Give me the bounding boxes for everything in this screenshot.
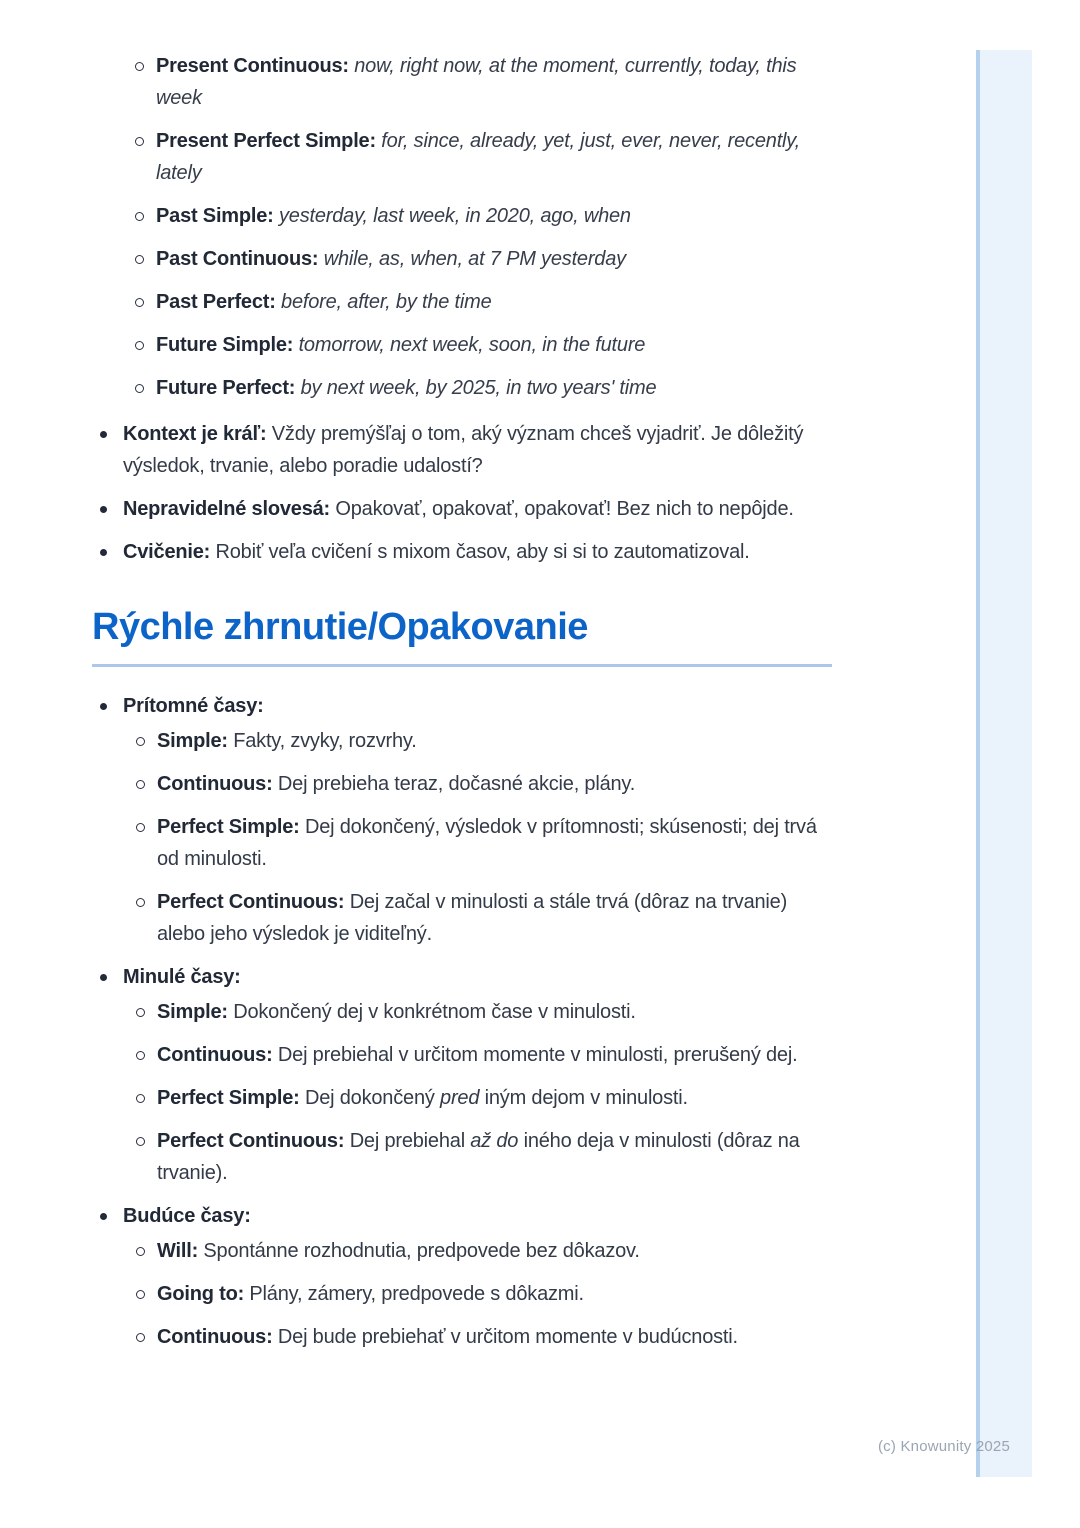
summary-group-children [123, 996, 832, 1189]
signal-word-item [92, 372, 832, 404]
summary-list [92, 690, 832, 1353]
circle-bullet [136, 1333, 145, 1342]
item-examples: yesterday, last week, in 2020, ago, when [279, 205, 631, 227]
item-label: Will: [157, 1240, 199, 1262]
text-segment: Dej začal v minulosti a stále trvá (dôraz na trvanie) alebo jeho výsledok je viditeľný. [157, 891, 788, 945]
circle-bullet [136, 898, 145, 907]
text-segment: pred [440, 1087, 480, 1109]
disc-bullet [100, 703, 107, 710]
item-label: Future Simple: [156, 334, 294, 356]
item-text [157, 996, 832, 1028]
item-text [157, 886, 832, 950]
item-text [157, 1039, 832, 1071]
circle-bullet [136, 1137, 145, 1146]
item-text [157, 1321, 832, 1353]
item-text [156, 50, 832, 114]
signal-word-item [92, 243, 832, 275]
group-content [123, 961, 832, 1189]
item-label: Past Perfect: [156, 291, 276, 313]
circle-bullet [135, 298, 144, 307]
summary-item [123, 1235, 832, 1267]
signal-word-item [92, 200, 832, 232]
summary-group [92, 690, 832, 950]
item-label: Continuous: [157, 1326, 273, 1348]
item-text [157, 1082, 832, 1114]
text-segment: Spontánne rozhodnutia, predpovede bez dôkazov. [203, 1240, 640, 1262]
item-text [156, 329, 832, 361]
circle-bullet [135, 255, 144, 264]
item-examples: now, right now, at the moment, currently, today, this week [156, 55, 797, 109]
circle-bullet [135, 62, 144, 71]
circle-bullet [136, 1247, 145, 1256]
text-segment: Plány, zámery, predpovede s dôkazmi. [249, 1283, 584, 1305]
summary-item [123, 768, 832, 800]
summary-item [123, 1082, 832, 1114]
circle-bullet [136, 1290, 145, 1299]
item-text [156, 243, 832, 275]
disc-bullet [100, 549, 107, 556]
summary-item [123, 1125, 832, 1189]
item-text [157, 1125, 832, 1189]
disc-bullet [100, 974, 107, 981]
signal-word-item [92, 329, 832, 361]
item-text [157, 1278, 832, 1310]
circle-bullet [136, 1094, 145, 1103]
summary-item [123, 996, 832, 1028]
group-label: Minulé časy: [123, 966, 241, 988]
circle-bullet [135, 137, 144, 146]
item-label: Continuous: [157, 773, 273, 795]
text-segment: Dej prebiehal [349, 1130, 471, 1152]
summary-item [123, 811, 832, 875]
note-content [92, 50, 832, 1364]
signal-word-item [92, 286, 832, 318]
summary-item [123, 725, 832, 757]
summary-item [123, 1278, 832, 1310]
group-content [123, 690, 832, 950]
summary-group-children [123, 725, 832, 950]
circle-bullet [135, 384, 144, 393]
summary-group [92, 961, 832, 1189]
text-segment: iným dejom v minulosti. [479, 1087, 688, 1109]
circle-bullet [136, 1008, 145, 1017]
signal-word-item [92, 125, 832, 189]
circle-bullet [136, 780, 145, 789]
item-label: Present Continuous: [156, 55, 349, 77]
item-label: Future Perfect: [156, 377, 296, 399]
text-segment: iného deja v minulosti (dôraz na trvanie). [157, 1130, 800, 1184]
disc-bullet [100, 431, 107, 438]
summary-group [92, 1200, 832, 1353]
item-label: Past Continuous: [156, 248, 319, 270]
circle-bullet [136, 1051, 145, 1060]
summary-item [123, 886, 832, 950]
item-text: Nepravidelné slovesá: Opakovať, opakovať, opakovať! Bez nich to nepôjde. [123, 498, 794, 520]
circle-bullet [135, 341, 144, 350]
item-label: Perfect Simple: [157, 816, 300, 838]
tip-item [92, 418, 832, 482]
item-examples: for, since, already, yet, just, ever, never, recently, lately [156, 130, 800, 184]
item-label: Present Perfect Simple: [156, 130, 376, 152]
item-text [156, 286, 832, 318]
copyright-watermark: (c) Knowunity 2025 [877, 1438, 1010, 1455]
item-label: Kontext je kráľ: [123, 423, 267, 445]
text-segment: Dej prebiehal v určitom momente v minulosti, prerušený dej. [277, 1044, 798, 1066]
item-label: Continuous: [157, 1044, 273, 1066]
item-examples: by next week, by 2025, in two years' time [300, 377, 657, 399]
text-segment: Fakty, zvyky, rozvrhy. [233, 730, 417, 752]
signal-word-item [92, 50, 832, 114]
summary-group-children [123, 1235, 832, 1353]
signal-words-list [92, 50, 832, 404]
text-segment: Dokončený dej v konkrétnom čase v minulosti. [233, 1001, 636, 1023]
item-label: Nepravidelné slovesá: [123, 498, 331, 520]
section-heading: Rýchle zhrnutie/Opakovanie [92, 604, 832, 667]
item-label: Cvičenie: [123, 541, 211, 563]
item-label: Perfect Simple: [157, 1087, 300, 1109]
disc-bullet [100, 506, 107, 513]
item-label: Perfect Continuous: [157, 1130, 345, 1152]
circle-bullet [136, 823, 145, 832]
text-segment: Dej prebieha teraz, dočasné akcie, plány. [277, 773, 636, 795]
item-examples: tomorrow, next week, soon, in the future [298, 334, 646, 356]
item-label: Going to: [157, 1283, 245, 1305]
item-text [157, 725, 832, 757]
circle-bullet [136, 737, 145, 746]
item-text [157, 1235, 832, 1267]
tip-item [92, 536, 832, 568]
item-label: Past Simple: [156, 205, 274, 227]
text-segment: až do [470, 1130, 519, 1152]
item-label: Simple: [157, 730, 228, 752]
item-examples: while, as, when, at 7 PM yesterday [323, 248, 626, 270]
item-text: Cvičenie: Robiť veľa cvičení s mixom časov, aby si si to zautomatizoval. [123, 541, 750, 563]
item-text [156, 372, 832, 404]
item-examples: before, after, by the time [281, 291, 492, 313]
tips-list [92, 418, 832, 568]
group-content [123, 1200, 832, 1353]
item-text [157, 811, 832, 875]
text-segment: Dej dokončený, výsledok v prítomnosti; skúsenosti; dej trvá od minulosti. [157, 816, 817, 870]
summary-item [123, 1321, 832, 1353]
group-label: Prítomné časy: [123, 695, 264, 717]
page-edge-strip [976, 50, 1032, 1477]
item-text [157, 768, 832, 800]
item-text [156, 200, 832, 232]
group-label: Budúce časy: [123, 1205, 251, 1227]
item-text: Kontext je kráľ: Vždy premýšľaj o tom, aký význam chceš vyjadriť. Je dôležitý výsledok, trvanie, alebo poradie udalostí? [123, 423, 804, 477]
circle-bullet [135, 212, 144, 221]
disc-bullet [100, 1213, 107, 1220]
summary-item [123, 1039, 832, 1071]
text-segment: Dej dokončený [304, 1087, 441, 1109]
tip-item [92, 493, 832, 525]
item-label: Perfect Continuous: [157, 891, 345, 913]
item-text [156, 125, 832, 189]
text-segment: Dej bude prebiehať v určitom momente v budúcnosti. [277, 1326, 738, 1348]
item-label: Simple: [157, 1001, 228, 1023]
